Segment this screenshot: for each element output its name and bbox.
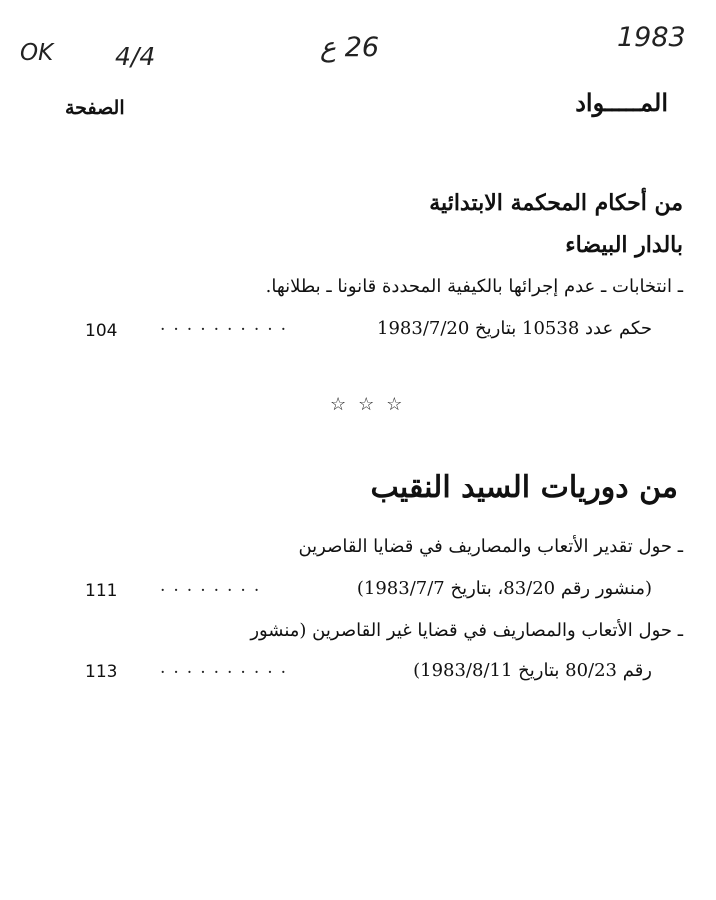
toc-page-number: 111 [85,581,118,601]
toc-entry-text: ـ انتخابات ـ عدم إجرائها بالكيفية المحددة قانونا ـ بطلانها. [265,276,683,297]
section2-title: من دوريات السيد النقيب [370,470,678,505]
section1-title-line1: من أحكام المحكمة الابتدائية [429,190,683,216]
star-separator-icon: ☆☆☆ [330,394,415,415]
toc-entry-reference: رقم 80/23 بتاريخ 1983/8/11) [413,660,652,681]
leader-dots: .......... [160,658,295,678]
handwritten-ok: OK [20,40,54,66]
toc-page-number: 104 [85,321,118,341]
toc-page-number: 113 [85,662,118,682]
column-header-page: الصفحة [65,97,125,119]
column-header-materials: المـــــواد [575,88,668,117]
section1-title-line2: بالدار البيضاء [565,232,683,258]
handwritten-number: 26 ع [320,32,380,63]
handwritten-ratio: 4/4 [115,42,156,71]
toc-entry-text: ـ حول الأتعاب والمصاريف في قضايا غير القاصرين (منشور [250,620,683,641]
handwritten-year: 1983 [617,22,686,53]
leader-dots: ........ [160,576,268,596]
toc-entry-reference: (منشور رقم 83/20، بتاريخ 1983/7/7) [356,578,652,599]
toc-entry-reference: حكم عدد 10538 بتاريخ 1983/7/20 [377,318,652,339]
toc-entry-text: ـ حول تقدير الأتعاب والمصاريف في قضايا القاصرين [298,536,683,557]
leader-dots: .......... [160,315,295,335]
